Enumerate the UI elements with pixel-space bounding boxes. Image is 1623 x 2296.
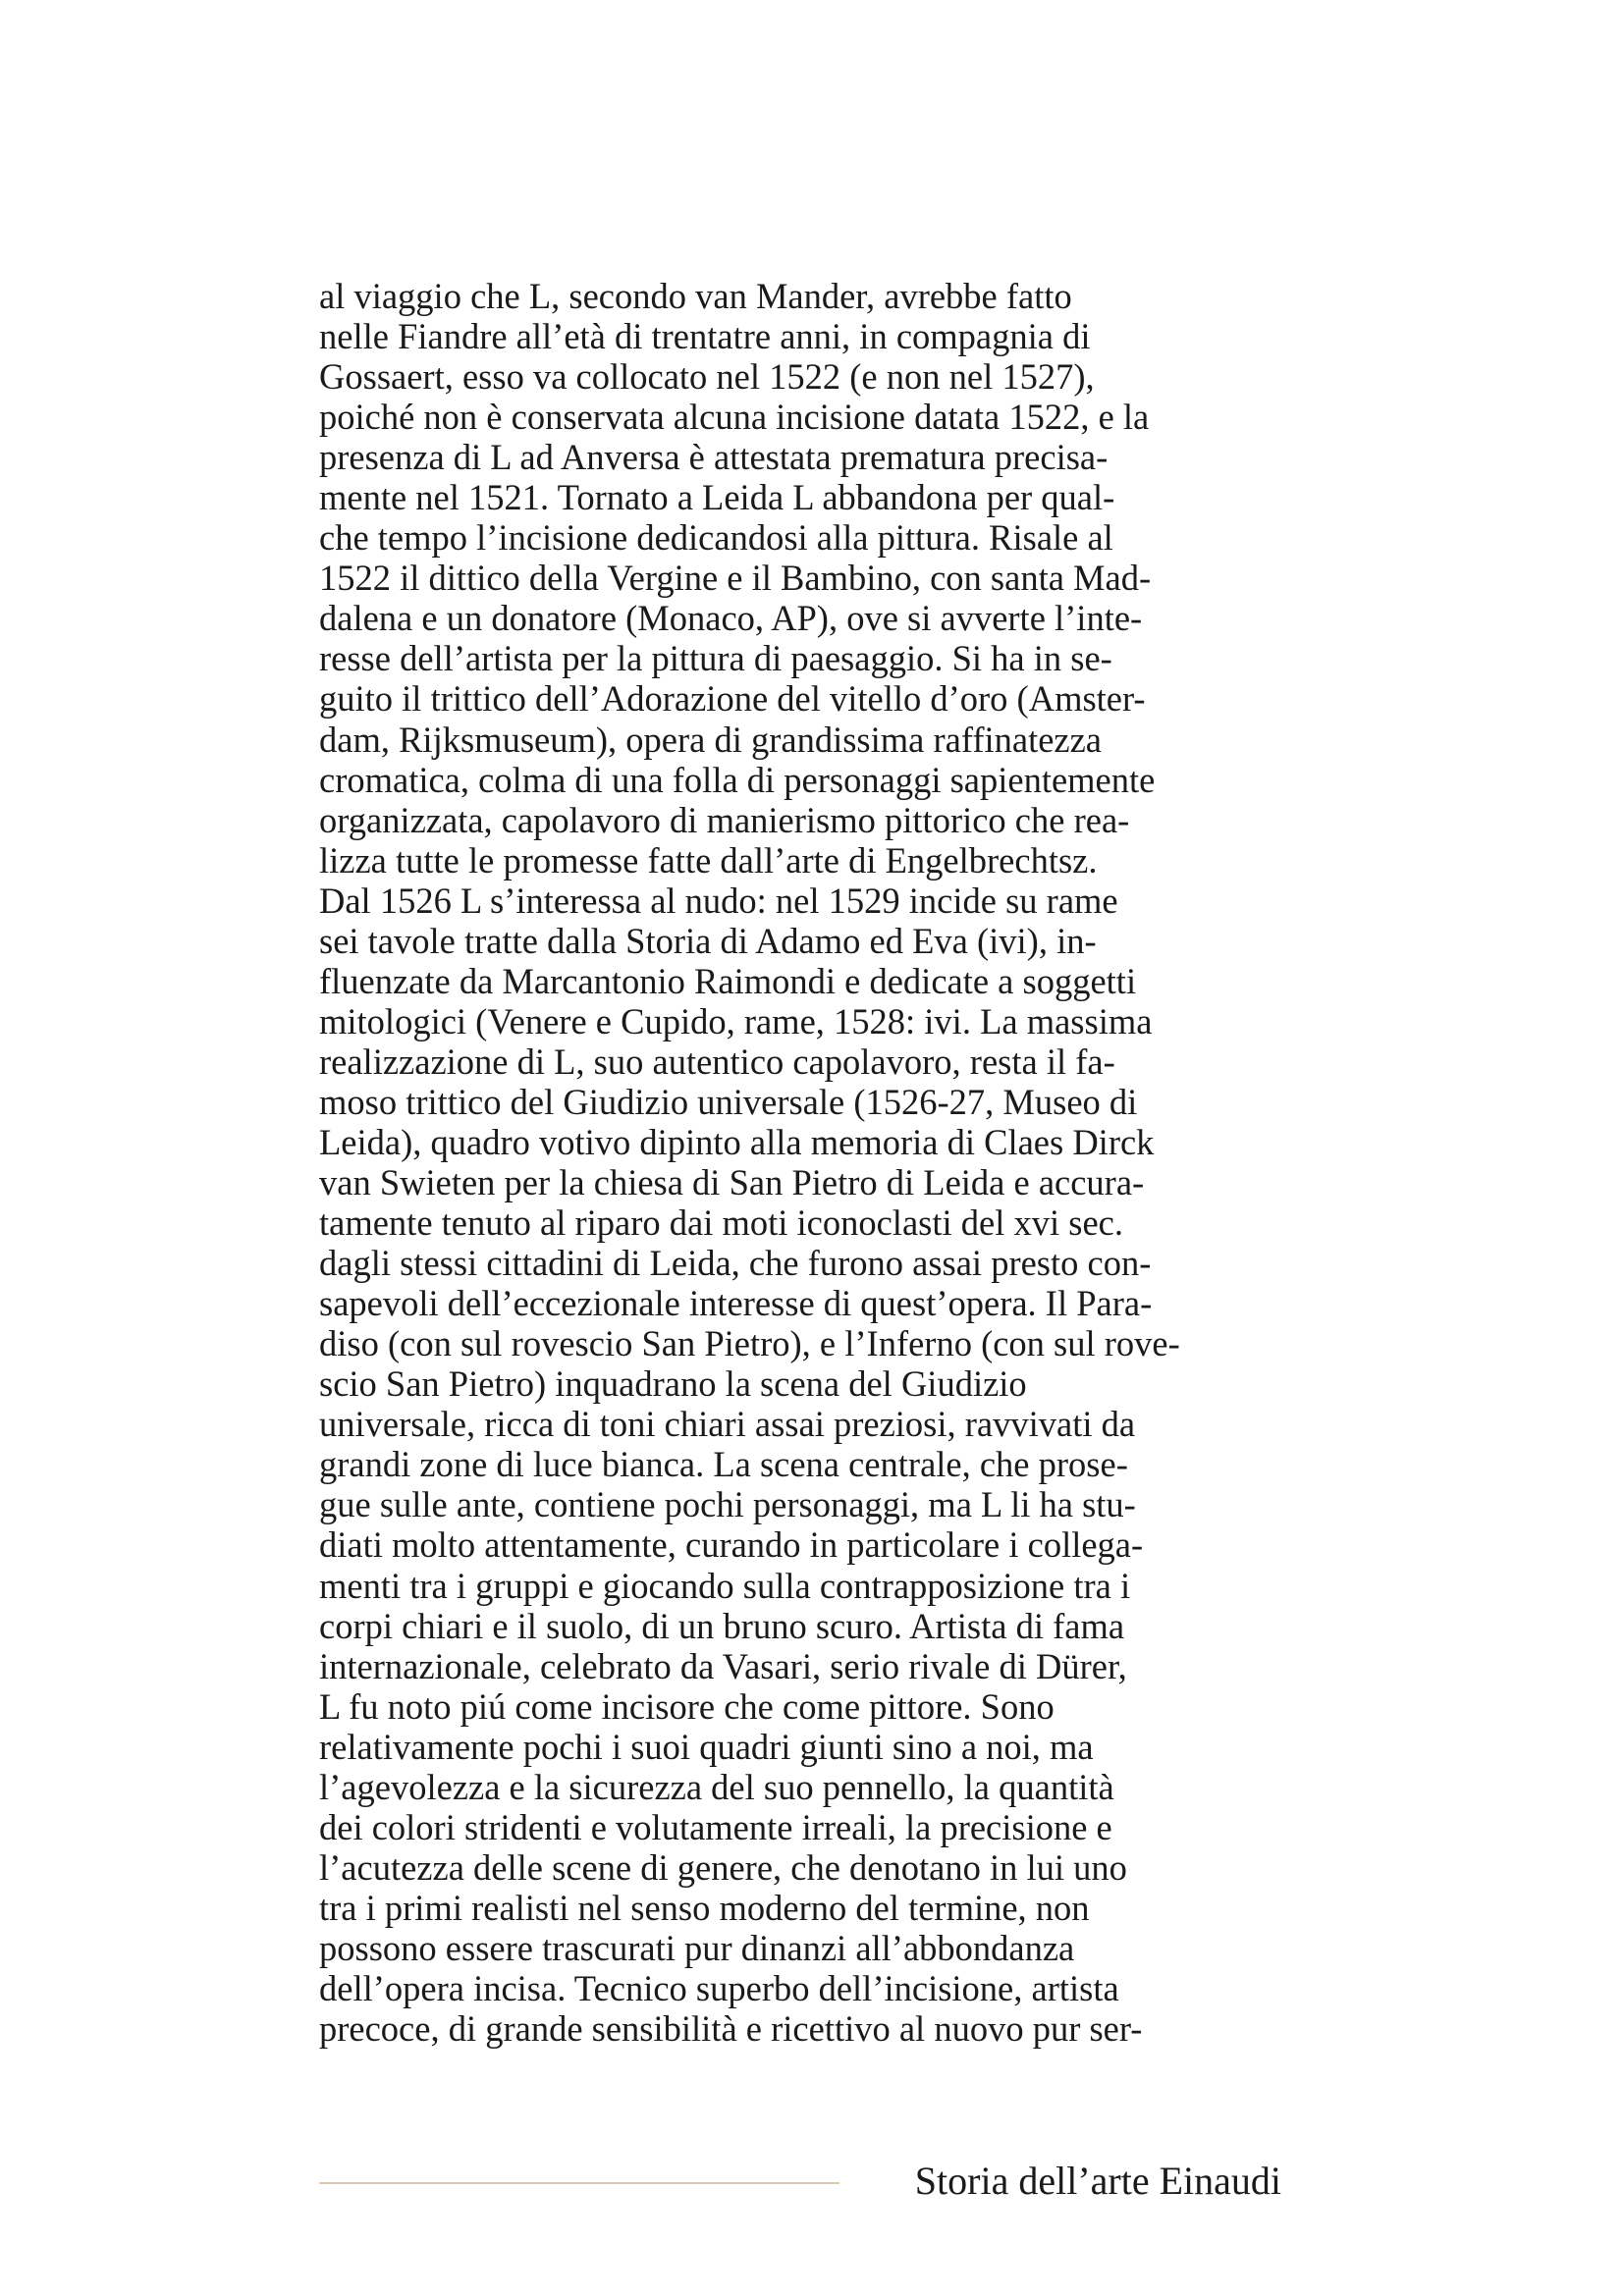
- text-line: moso trittico del Giudizio universale (1526-27, Museo di: [319, 1081, 1138, 1122]
- text-line: lizza tutte le promesse fatte dall’arte di Engelbrechtsz.: [319, 839, 1098, 881]
- text-line: relativamente pochi i suoi quadri giunti sino a noi, ma: [319, 1726, 1094, 1767]
- text-line: Gossaert, esso va collocato nel 1522 (e non nel 1527),: [319, 356, 1095, 398]
- text-line: poiché non è conservata alcuna incisione datata 1522, e la: [319, 397, 1150, 438]
- text-line: tra i primi realisti nel senso moderno del termine, non: [319, 1887, 1090, 1928]
- text-line: scio San Pietro) inquadrano la scena del Giudizio: [319, 1363, 1027, 1405]
- footer-title: Storia dell’arte Einaudi: [914, 2159, 1281, 2203]
- text-line: nelle Fiandre all’età di trentatre anni, in compagnia di: [319, 316, 1091, 357]
- text-line: menti tra i gruppi e giocando sulla contrapposizione tra i: [319, 1565, 1131, 1606]
- text-line: guito il trittico dell’Adorazione del vitello d’oro (Amster-: [319, 678, 1146, 720]
- text-line: dei colori stridenti e volutamente irreali, la precisione e: [319, 1806, 1112, 1847]
- text-line: al viaggio che L, secondo van Mander, avrebbe fatto: [319, 276, 1072, 316]
- text-line: Leida), quadro votivo dipinto alla memoria di Claes Dirck: [319, 1121, 1155, 1162]
- text-line: dam, Rijksmuseum), opera di grandissima raffinatezza: [319, 719, 1103, 760]
- text-line: Dal 1526 L s’interessa al nudo: nel 1529 incide su rame: [319, 880, 1118, 921]
- text-line: sei tavole tratte dalla Storia di Adamo ed Eva (ivi), in-: [319, 920, 1097, 961]
- text-line: gue sulle ante, contiene pochi personaggi, ma L li ha stu-: [319, 1484, 1136, 1525]
- text-line: dell’opera incisa. Tecnico superbo dell’incisione, artista: [319, 1967, 1119, 2008]
- text-line: fluenzate da Marcantonio Raimondi e dedicate a soggetti: [319, 960, 1137, 1001]
- text-line: 1522 il dittico della Vergine e il Bambino, con santa Mad-: [319, 558, 1152, 599]
- text-line: internazionale, celebrato da Vasari, serio rivale di Dürer,: [319, 1645, 1127, 1686]
- text-line: corpi chiari e il suolo, di un bruno scuro. Artista di fama: [319, 1605, 1125, 1646]
- text-line: cromatica, colma di una folla di personaggi sapientemente: [319, 759, 1156, 800]
- text-line: diso (con sul rovescio San Pietro), e l’Inferno (con sul rove-: [319, 1323, 1180, 1364]
- text-line: mente nel 1521. Tornato a Leida L abbandona per qual-: [319, 477, 1115, 518]
- text-line: universale, ricca di toni chiari assai preziosi, ravvivati da: [319, 1404, 1136, 1445]
- text-line: precoce, di grande sensibilità e ricettivo al nuovo pur ser-: [319, 2008, 1143, 2050]
- text-line: grandi zone di luce bianca. La scena centrale, che prose-: [319, 1444, 1128, 1485]
- text-line: possono essere trascurati pur dinanzi all’abbondanza: [319, 1927, 1075, 1968]
- text-line: dalena e un donatore (Monaco, AP), ove si avverte l’inte-: [319, 598, 1143, 639]
- text-line: realizzazione di L, suo autentico capolavoro, resta il fa-: [319, 1041, 1115, 1082]
- text-line: l’agevolezza e la sicurezza del suo pennello, la quantità: [319, 1766, 1114, 1807]
- text-line: che tempo l’incisione dedicandosi alla pittura. Risale al: [319, 517, 1113, 559]
- text-line: dagli stessi cittadini di Leida, che furono assai presto con-: [319, 1243, 1152, 1284]
- text-line: L fu noto piú come incisore che come pittore. Sono: [319, 1685, 1055, 1727]
- text-line: organizzata, capolavoro di manierismo pittorico che rea-: [319, 799, 1130, 840]
- text-line: tamente tenuto al riparo dai moti iconoclasti del xvi sec.: [319, 1202, 1123, 1244]
- text-line: van Swieten per la chiesa di San Pietro di Leida e accura-: [319, 1162, 1145, 1203]
- body-text: [319, 276, 1281, 2049]
- text-line: presenza di L ad Anversa è attestata prematura precisa-: [319, 437, 1109, 478]
- footer-divider: [319, 2182, 839, 2184]
- text-line: sapevoli dell’eccezionale interesse di quest’opera. Il Para-: [319, 1283, 1153, 1324]
- text-line: mitologici (Venere e Cupido, rame, 1528: ivi. La massima: [319, 1000, 1153, 1041]
- text-line: diati molto attentamente, curando in particolare i collega-: [319, 1524, 1144, 1566]
- text-line: resse dell’artista per la pittura di paesaggio. Si ha in se-: [319, 638, 1112, 679]
- text-line: l’acutezza delle scene di genere, che denotano in lui uno: [319, 1846, 1127, 1888]
